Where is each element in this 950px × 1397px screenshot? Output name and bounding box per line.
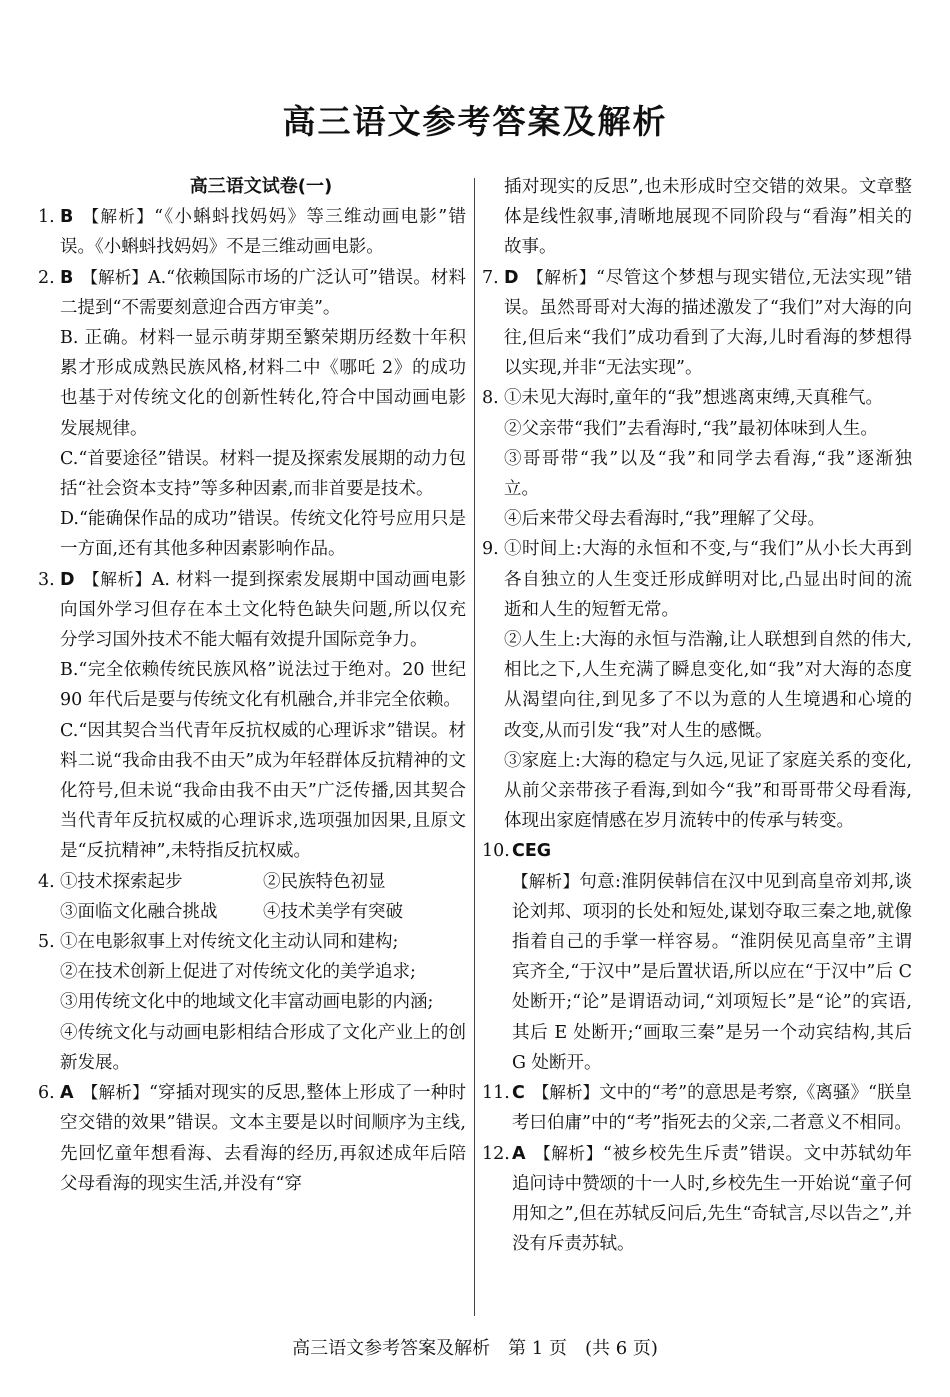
item-number: 10. [482,841,510,862]
analysis-text: “被乡校先生斥责”错误。文中苏轼幼年追问诗中赞颂的十一人时,乡校先生一开始说“童子何用知之”,但在苏轼反问后,先生“奇轼言,尽以告之”,并没有斥责苏轼。 [512,1143,912,1255]
point: ③哥哥带“我”以及“我”和同学去看海,“我”逐渐独立。 [504,448,912,500]
analysis-text: “尽管这个梦想与现实错位,无法实现”错误。虽然哥哥对大海的描述激发了“我们”对大海的向往,但后来“我们”成功看到了大海,儿时看海的梦想得以实现,并非“无法实现”。 [504,267,912,379]
section-heading: 高三语文试卷(一) [189,176,333,197]
item-number: 8. [482,388,499,409]
answer-letter: D [60,569,75,590]
answer-letter: CEG [512,841,552,862]
item-number: 1. [38,207,55,228]
analysis-text: A.“依赖国际市场的广泛认可”错误。材料二提到“不需要刻意迎合西方审美”。 [60,267,467,318]
item-number: 7. [482,267,499,288]
answer-letter: B [60,267,74,288]
point: ③面临文化融合挑战 [60,901,218,922]
item-number: 6. [38,1083,55,1104]
point: ④后来带父母去看海时,“我”理解了父母。 [504,509,825,530]
right-column [482,172,912,1259]
option-analysis: D.“能确保作品的成功”错误。传统文化符号应用只是一方面,还有其他多种因素影响作品。 [60,509,466,560]
answer-letter: A [512,1143,526,1164]
answer-item-6 [38,1078,466,1199]
analysis-text: 文中的“考”的意思是考察,《离骚》“朕皇考曰伯庸”中的“考”指死去的父亲,二者意义不相同。 [512,1083,912,1134]
analysis-text: “《小蝌蚪找妈妈》等三维动画电影”错误。《小蝌蚪找妈妈》不是三维动画电影。 [60,207,466,258]
analysis-tag: 【解析】 [512,871,580,891]
analysis-text: “穿插对现实的反思,整体上形成了一种时空交错的效果”错误。文本主要是以时间顺序为主线,先回忆童年想看海、去看海的经历,再叙述成年后陪父母看海的现实生活,并没有“穿 [60,1083,466,1194]
point: ①时间上:大海的永恒和不变,与“我们”从小长大再到各自独立的人生变迁形成鲜明对比,凸显出时间的流逝和人生的短暂无常。 [504,539,912,620]
answer-letter: D [504,267,519,288]
column-divider [474,178,475,1316]
answer-item-5 [38,927,466,1078]
point: ②民族特色初显 [263,871,386,892]
answer-item-4 [38,867,466,927]
answer-letter: C [512,1083,525,1104]
item-number: 11. [482,1083,510,1104]
answer-item-2 [38,263,466,565]
point: ③用传统文化中的地域文化丰富动画电影的内涵; [60,992,434,1013]
analysis-text: A. 材料一提到探索发展期中国动画电影向国外学习但存在本土文化特色缺失问题,所以仅充分学习国外技术不能大幅有效提升国际竞争力。 [60,569,466,651]
analysis-tag: 【解析】 [81,207,155,227]
point: ④传统文化与动画电影相结合形成了文化产业上的创新发展。 [60,1022,466,1073]
point: ①在电影叙事上对传统文化主动认同和建构; [60,932,399,953]
item-number: 3. [38,569,55,590]
answer-item-10 [482,836,912,1078]
option-analysis: C.“因其契合当代青年反抗权威的心理诉求”错误。材料二说“我命由我不由天”成为年轻群体反抗精神的文化符号,但未说“我命由我不由天”广泛传播,因其契合当代青年反抗权威的心理诉求,选项强加因果,且原文是“反抗精神”,未特指反抗权威。 [60,720,466,862]
analysis-text: 插对现实的反思”,也未形成时空交错的效果。文章整体是线性叙事,清晰地展现不同阶段与“看海”相关的故事。 [504,177,912,258]
analysis-tag: 【解析】 [532,1083,599,1103]
answer-item-11 [482,1078,912,1138]
point: ④技术美学有突破 [263,901,403,922]
item-number: 5. [38,932,55,953]
page-footer: 高三语文参考答案及解析 第 1 页 (共 6 页) [292,1338,658,1359]
point: ②在技术创新上促进了对传统文化的美学追求; [60,962,416,983]
answer-item-6-continued [482,172,912,263]
analysis-tag: 【解析】 [81,267,148,287]
page-title: 高三语文参考答案及解析 [282,102,668,141]
option-analysis: B. 正确。材料一显示萌芽期至繁荣期历经数十年积累才形成成熟民族风格,材料二中《哪吒 2》的成功也基于对传统文化的创新性转化,符合中国动画电影发展规律。 [60,328,466,439]
point: ①未见大海时,童年的“我”想逃离束缚,天真稚气。 [504,388,884,409]
answer-item-1 [38,202,466,262]
analysis-text: 句意:淮阴侯韩信在汉中见到高皇帝刘邦,谈论刘邦、项羽的长处和短处,谋划夺取三秦之地,就像指着自己的手掌一样容易。“淮阴侯见高皇帝”主谓宾齐全,“于汉中”是后置状语,所以应在“于汉中”后 C 处断开;“论”是谓语动词,“刘项短长”是“论”的宾语,其后 E 处断开;“画取三秦”是另一个动宾结构,其后 G 处断开。 [512,871,912,1073]
answer-item-3 [38,565,466,867]
option-analysis: B.“完全依赖传统民族风格”说法过于绝对。20 世纪 90 年代后是要与传统文化有机融合,并非完全依赖。 [60,660,466,711]
answer-item-9 [482,534,912,836]
point: ②人生上:大海的永恒与浩瀚,让人联想到自然的伟大,相比之下,人生充满了瞬息变化,如“我”对大海的态度从渴望向往,到见多了不以为意的人生境遇和心境的改变,从而引发“我”对人生的感慨。 [504,630,912,741]
left-column [38,172,466,1199]
item-number: 12. [482,1143,510,1164]
item-number: 9. [482,539,499,560]
item-number: 4. [38,871,55,892]
point: ②父亲带“我们”去看海时,“我”最初体味到人生。 [504,418,878,439]
analysis-tag: 【解析】 [533,1143,603,1163]
item-number: 2. [38,267,55,288]
analysis-tag: 【解析】 [82,569,152,589]
answer-item-8 [482,383,912,534]
option-analysis: C.“首要途径”错误。材料一提及探索发展期的动力包括“社会资本支持”等多种因素,而非首要是技术。 [60,448,466,500]
point: ①技术探索起步 [60,871,183,892]
analysis-tag: 【解析】 [526,267,597,287]
answer-letter: B [60,207,74,228]
answer-item-12 [482,1139,912,1260]
point: ③家庭上:大海的稳定与久远,见证了家庭关系的变化,从前父亲带孩子看海,到如今“我”和哥哥带父母看海,体现出家庭情感在岁月流转中的传承与转变。 [504,750,912,832]
answer-letter: A [60,1083,74,1104]
answer-item-7 [482,263,912,384]
analysis-tag: 【解析】 [81,1083,149,1103]
